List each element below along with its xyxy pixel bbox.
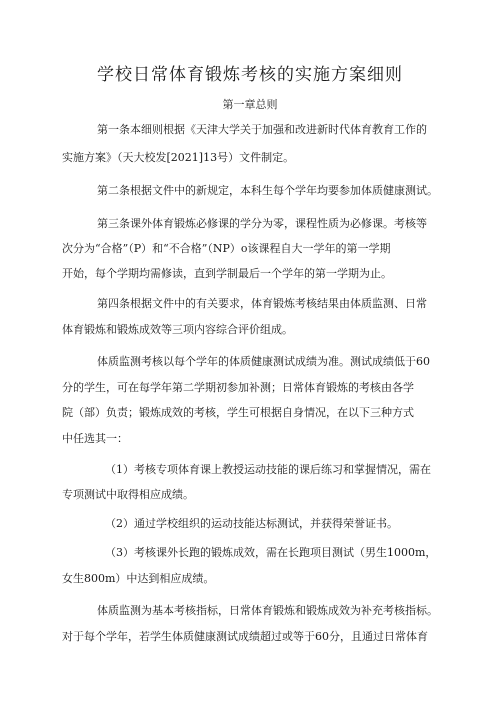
- document-title: 学校日常体育锻炼考核的实施方案细则: [97, 65, 403, 85]
- text-line: （2）通过学校组织的运动技能达标测试，并获得荣誉证书。: [105, 517, 398, 530]
- text-line: 实施方案》（天大校发[2021]13号）文件制定。: [62, 151, 295, 164]
- text-line: 中任选其一：: [62, 432, 128, 445]
- text-line: 体质监测考核以每个学年的体质健康测试成绩为准。测试成绩低于60: [97, 355, 430, 368]
- text-line: 开始，每个学期均需修读，直到学制最后一个学年的第一学期为止。: [62, 267, 392, 280]
- chapter-heading: 第一章总则: [222, 98, 278, 111]
- text-line: 次分为“合格”（P）和“不合格”（NP）o该课程自大一学年的第一学期: [62, 242, 391, 255]
- text-line: 院（部）负责；锻炼成效的考核，学生可根据自身情况，在以下三种方式: [62, 406, 414, 419]
- text-line: 第三条课外体育锻炼必修课的学分为零，课程性质为必修课。考核等: [97, 217, 427, 230]
- text-line: 对于每个学年，若学生体质健康测试成绩超过或等于60分，且通过日常体育: [62, 630, 428, 643]
- text-line: 体育锻炼和锻炼成效等三项内容综合评价组成。: [62, 323, 293, 336]
- text-line: 体质监测为基本考核指标，日常体育锻炼和锻炼成效为补充考核指标。: [97, 604, 438, 617]
- text-line: 第二条根据文件中的新规定，本科生每个学年均要参加体质健康测试。: [97, 184, 438, 197]
- text-line: （3）考核课外长跑的锻炼成效，需在长跑项目测试（男生1000m，: [105, 546, 437, 559]
- text-line: 第四条根据文件中的有关要求，体育锻炼考核结果由体质监测、日常: [97, 297, 427, 310]
- text-line: （1）考核专项体育课上教授运动技能的课后练习和掌握情况，需在: [105, 463, 431, 476]
- text-line: 分的学生，可在每学年第二学期初参加补测；日常体育锻炼的考核由各学: [62, 381, 414, 394]
- text-line: 专项测试中取得相应成绩。: [62, 488, 194, 501]
- text-line: 第一条本细则根据《天津大学关于加强和改进新时代体育教育工作的: [97, 123, 427, 136]
- text-line: 女生800m）中达到相应成绩。: [62, 572, 215, 585]
